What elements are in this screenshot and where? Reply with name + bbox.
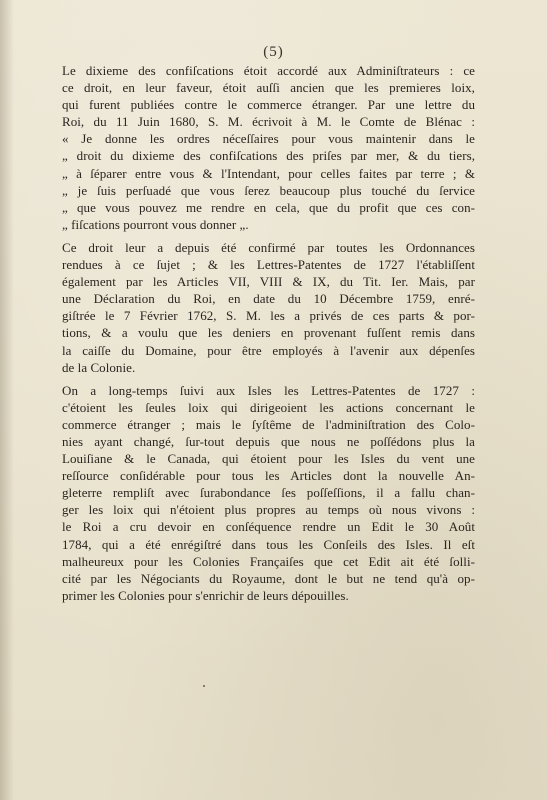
text-line: malheureux pour les Colonies Françaiſes que cet Edit ait été ſolli- [62, 553, 475, 569]
text-line: „ à ſéparer entre vous & l'Intendant, pour celles faites par terre ; & [62, 165, 475, 181]
text-line: cité par les Négociants du Royaume, dont le but ne tend qu'à op- [62, 570, 475, 586]
text-line: la caiſſe du Domaine, pour être employés à l'avenir aux dépenſes [62, 342, 475, 358]
text-line: Louiſiane & le Canada, qui étoient pour les Isles du vent une [62, 451, 475, 467]
text-line: tions, & a voulu que les deniers en provenant fuſſent remis dans [62, 325, 475, 341]
body-text [62, 62, 475, 604]
text-line: reſſource conſidérable pour tous les Articles dont la nouvelle An- [62, 468, 475, 484]
text-line: qui furent publiées contre le commerce étranger. Par une lettre du [62, 97, 475, 113]
text-line: gleterre rempliſt avec ſurabondance ſes poſſeſſions, il a fallu chan- [62, 485, 475, 501]
text-line: 1784, qui a été enrégiſtré dans tous les Conſeils des Isles. Il eſt [62, 536, 475, 552]
text-line: le Roi a cru devoir en conſéquence rendre un Edit le 30 Août [62, 519, 475, 535]
text-line: « Je donne les ordres néceſſaires pour vous maintenir dans le [62, 131, 475, 147]
text-line: une Déclaration du Roi, en date du 10 Décembre 1759, enré- [62, 291, 475, 307]
paragraph-2 [62, 239, 475, 376]
text-line: primer les Colonies pour s'enrichir de leurs dépouilles. [62, 587, 349, 603]
text-line: giſtrée le 7 Février 1762, S. M. les a privés de ces parts & por- [62, 308, 475, 324]
text-line: Roi, du 11 Juin 1680, S. M. écrivoit à M. le Comte de Blénac : [62, 114, 475, 130]
text-line: ce droit, en leur faveur, étoit auſſi ancien que les premieres loix, [62, 80, 475, 96]
text-line: rendues à ce ſujet ; & les Lettres-Patentes de 1727 l'établiſſent [62, 257, 475, 273]
text-line: ger les loix qui n'étoient plus propres au temps où nous vivons : [62, 502, 475, 518]
text-line: „ droit du dixieme des confiſcations des priſes par mer, & du tiers, [62, 148, 475, 164]
text-line: commerce étranger ; mais le ſyſtême de l'adminiſtration des Colo- [62, 416, 475, 432]
text-line: nies ayant changé, ſur-tout depuis que nous ne poſſédons plus la [62, 433, 475, 449]
text-line: Ce droit leur a depuis été confirmé par toutes les Ordonnances [62, 239, 475, 255]
paragraph-3 [62, 382, 475, 604]
text-line: c'étoient les ſeules loix qui dirigeoient les actions concernant le [62, 399, 475, 415]
text-line: „ fiſcations pourront vous donner „. [62, 216, 249, 232]
ink-speck [203, 685, 205, 687]
binding-shadow [0, 0, 14, 800]
text-line: „ que vous pouvez me rendre en cela, que du profit que ces con- [62, 199, 475, 215]
paragraph-1 [62, 62, 475, 233]
text-line: également par les Articles VII, VIII & IX, du Tit. Ier. Mais, par [62, 274, 475, 290]
text-line: de la Colonie. [62, 359, 136, 375]
text-line: Le dixieme des confiſcations étoit accordé aux Adminiſtrateurs : ce [62, 63, 475, 78]
text-line: On a long-temps ſuivi aux Isles les Lettres-Patentes de 1727 : [62, 382, 475, 398]
text-line: „ je ſuis perſuadé que vous ſerez beaucoup plus touché du ſervice [62, 182, 475, 198]
page-number: (5) [263, 44, 284, 60]
